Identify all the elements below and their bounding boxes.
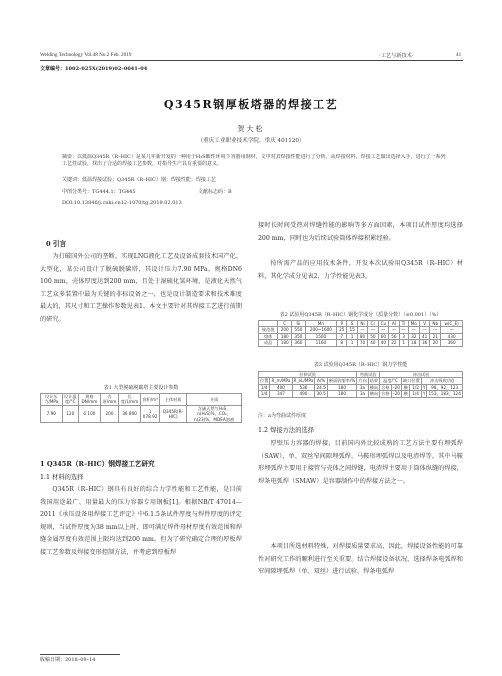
table1-title: 表1 大型脱硫脱碳塔主要设计参数 [103, 385, 179, 391]
table-cell: 40 [368, 340, 378, 346]
table-cell: 1/4 [259, 384, 270, 390]
table-cell: — [378, 327, 389, 333]
author: 贺大松 [237, 125, 265, 133]
table-cell: 536 [292, 384, 315, 390]
table-cell: 1/4 [259, 391, 270, 397]
section-label: ·工艺与新技术· [379, 53, 414, 59]
table-header: w(C_E) [441, 321, 463, 327]
clc-number: 中图分类号：TG444.1；TG445 [62, 189, 136, 195]
table3 [258, 371, 463, 398]
table-cell: 360 [292, 340, 306, 346]
table-cell: — [357, 327, 367, 333]
table-cell: — [408, 327, 419, 333]
table-row [259, 391, 463, 397]
table-cell: 横向 [369, 384, 379, 390]
table-header: 长度/L/mm [119, 394, 141, 406]
table-header: 主体材质 [160, 394, 187, 406]
keywords: 关键词：低温焊接试验；Q345R（R–HIC）钢；焊接性能；焊接工艺 [62, 177, 216, 183]
table-group-header: 冲击试验 [380, 372, 463, 378]
right-paragraph-2: 按所需产品的应用技术条件，开发本次试验用Q345R（R–HIC）材料，其化学成分见表2，力学性能见表3。 [258, 260, 463, 280]
table-cell: 15 [347, 327, 357, 333]
table-cell: 30.5 [316, 391, 326, 397]
table-header: 温度/°C [380, 378, 402, 384]
table-header: 断面收缩率/% [328, 378, 356, 384]
section1-1-heading: 1.1 材料的选择 [40, 474, 84, 481]
table-cell: 3 [399, 333, 408, 339]
table-cell: 40 [378, 340, 389, 346]
table-cell: 490 [292, 391, 315, 397]
table-header: 缺口位置 [403, 378, 420, 384]
table-header: Cu [378, 321, 389, 327]
table-cell: 横向 [369, 391, 379, 397]
table-header: 壳厚/mm [100, 394, 118, 406]
section1-paragraph: Q345R（R–HIC）钢具有良好的综合力学性能和工艺性能，是目前我国用途最广、用量最大的压力容器专用钢板[1]。根据NB/T 47014—2011《承压设备用焊接工艺评定》中6.1.5条试件厚度与焊件厚度的评定规则，当试件厚度为38 mm以上时，即可满足焊件母材厚度有效范围和焊缝金属厚度有效范围上限均达到200 mm。但为了研究确定合理的厚板焊接工艺参数及焊接变形控制方法，并考虑到厚板焊 [40, 486, 242, 556]
table-header: Al [389, 321, 399, 327]
table-header: 结果 [369, 378, 379, 384]
doi: DOI:10.13846/j.cnki.cn12-1070/tg.2019.02.013 [62, 200, 182, 206]
table-cell: 1 [347, 340, 357, 346]
table-cell: 98，92，123 [427, 384, 463, 390]
table-cell: — [389, 327, 399, 333]
table-cell: 180 [278, 333, 292, 339]
table-cell: 1/4 [410, 391, 421, 397]
table-cell: 120 [62, 405, 78, 422]
table-cell: 成品 [259, 340, 278, 346]
table-cell: 1 [347, 333, 357, 339]
abstract: 摘要：以低温Q345R（R–HIC）是某几年新开发的一种用于H₂S酸性环境下容器用钢材，文中对其焊接性能进行了分析，从焊接材料、焊接工艺做出选择入手，进行了一系列工艺性试验，找出了合适的焊接工艺参数，对指导生产具有重要的意义。 [62, 154, 446, 167]
table-cell: 153，183，124 [428, 391, 461, 397]
table-cell: 56 [389, 333, 399, 339]
table-cell: 550 [292, 327, 306, 333]
table-cell: 347 [270, 391, 292, 397]
table-cell: 7.90 [41, 405, 63, 422]
table-cell: 400 [270, 384, 292, 390]
section1-2-paragraph-2: 本项目所选材料特殊，对焊接质量要求高，因此，焊接设备性能的可靠性对研究工作的顺利进行至关重要。结合焊接设备状况，选择焊条电弧焊和窄间隙埋弧焊（单、双丝）进行试验。焊条电弧焊 [258, 543, 463, 576]
table1 [40, 393, 242, 423]
table-cell: 3a [357, 391, 368, 397]
table-header: Cr [368, 321, 378, 327]
table-cell: 1 [399, 340, 408, 346]
journal-header: Welding Technology Vol.48 No.2 Feb. 2019 [40, 52, 132, 58]
table-header: A/% [315, 378, 327, 384]
table-cell: 22 [389, 340, 399, 346]
table-header: 介质 [187, 394, 242, 406]
table-header: S [347, 321, 357, 327]
article-id: 文章编号：1002–025X(2019)02–0041–04 [40, 66, 148, 72]
table-header: Si [292, 321, 306, 327]
table-cell: 180 [327, 391, 356, 397]
table-header: Mn [305, 321, 336, 327]
table-cell: — [430, 327, 441, 333]
table-cell: 180 [278, 340, 292, 346]
table-cell: 1/2 [410, 384, 421, 390]
table-cell: 21 [430, 333, 441, 339]
table-cell: –20 [392, 391, 400, 397]
table-cell: 60 [378, 333, 389, 339]
table-cell: 200~1600 [305, 327, 336, 333]
section1-heading: 1 Q345R（R–HIC）钢焊接工艺研究 [40, 460, 155, 468]
table-cell: 3a [357, 384, 368, 390]
table-cell: 熔炼 [259, 333, 278, 339]
table-header: Ti [399, 321, 408, 327]
table-cell: 18 [408, 340, 419, 346]
table-cell: 20 [430, 340, 441, 346]
intro-paragraph: 为打破国外公司的垄断，实现LNG液化工艺及设备成套技术国产化、大型化，某公司设计了脱硫脱碳塔，其设计压力7.90 MPa，规格DN6 100 mm，壳体厚度达到200 mm，且处于湿硫化氢环境，是液化天然气工艺众多装置中最为关键的非标设备之一，也是设计制造要求和技术难度最大的，其尺寸和工艺操作参数见表1。本文主要针对其焊接工艺进行前期的研究。 [40, 253, 242, 323]
table-row [259, 340, 463, 346]
table-cell: 430 [441, 333, 463, 339]
table-cell: 32 [408, 333, 419, 339]
table-cell: 200 [100, 405, 118, 422]
table-cell: Y [422, 384, 426, 390]
table-cell: 360 [441, 340, 463, 346]
table2-title: 表2 试验用Q345R（R–HIC）钢化学成分（质量分数）（≤0.001）（%） [279, 312, 442, 318]
table-cell: 横 [401, 391, 409, 397]
table-cell: 1500 [305, 333, 336, 339]
table-cell: 350 [292, 333, 306, 339]
table-cell: 36 800 [119, 405, 141, 422]
section1-2-heading: 1.2 焊接方法的选择 [258, 427, 315, 434]
table-cell: 24.5 [316, 384, 326, 390]
table-header: Mo [408, 321, 419, 327]
table-group-header: 拉伸试验 [259, 372, 357, 378]
table-cell: 80 [357, 333, 367, 339]
intro-heading: 0 引言 [46, 240, 67, 248]
table-cell: 7 [337, 333, 347, 339]
table-header: 位置 [260, 378, 269, 384]
table-header: 规格DN/mm [78, 394, 100, 406]
table-cell: 25 [337, 327, 347, 333]
table-cell: 1160 [305, 340, 336, 346]
table-header: P [337, 321, 347, 327]
table-cell: 180 [327, 384, 356, 390]
table-cell: 200 [278, 327, 292, 333]
table-header: 设计压力/MPa [41, 394, 63, 406]
table-cell: 50 [368, 333, 378, 339]
table-header: 设计温度/°C [63, 394, 77, 405]
document-code: 文献标志码：B [198, 189, 232, 195]
table1-header-row [41, 394, 242, 406]
table-cell: 70 [357, 340, 367, 346]
table-cell: 41 [419, 333, 429, 339]
table-header: Ni [357, 321, 367, 327]
table-header: 方向 [358, 378, 367, 384]
table-cell: — [368, 327, 378, 333]
table3-header-row [259, 378, 463, 384]
table-cell: 1 078.92 [141, 405, 160, 422]
table-cell: 合格 [381, 391, 390, 397]
table-header: 冲击吸收功/J [421, 378, 462, 384]
footnote-rule [40, 654, 120, 655]
table-cell: Q345R(R–HIC) [160, 405, 187, 422]
table-header: C [278, 321, 292, 327]
table-cell: 6 100 [78, 405, 100, 422]
page-number: 41 [456, 52, 462, 58]
table2 [258, 320, 463, 347]
table3-note: 注：a为弯曲试件厚度 [258, 413, 306, 419]
received-date: 收稿日期：2018–09–14 [40, 657, 96, 663]
table-cell: 横 [401, 384, 409, 390]
table-group-header: 弯曲试验 [357, 372, 380, 378]
table-cell: 规范值 [259, 327, 278, 333]
table-cell: –20 [392, 384, 400, 390]
table-cell: — [441, 327, 463, 333]
table-header: R_eL/MPa [293, 378, 314, 384]
table3-title: 表3 试验用Q345R（R–HIC）钢力学性能 [313, 362, 408, 368]
header-rule [40, 60, 463, 61]
table-cell: 8 [337, 340, 347, 346]
table-cell: 36 [419, 340, 429, 346]
table-row [41, 405, 242, 422]
paper-title: Q345R钢厚板塔器的焊接工艺 [163, 98, 339, 111]
table-cell: 含硫天然气H₂S，n(H₂S)%，CO₂，n(23)%，MDEA溶液 [187, 405, 242, 422]
table-header: Nb [430, 321, 441, 327]
table-header: R_m/MPa [271, 378, 291, 384]
table-cell: 合格 [381, 384, 390, 390]
table-cell: — [419, 327, 429, 333]
affiliation: （重庆工业职业技术学院，重庆 401120） [197, 138, 305, 144]
right-paragraph-1: 接时长时间受热对焊缝性能的影响等多方面因素，本项目试件厚度均选择200 mm，同时也为后续试验筒体焊接积累经验。 [258, 222, 463, 242]
section1-2-paragraph-1: 厚壁压力容器的焊接，目前国内外比较成熟的工艺方法主要有埋弧焊（SAW）、单、双丝窄间隙埋弧焊、马鞍形埋弧焊以及电渣焊等。其中马鞍形埋弧焊主要用于接管与壳体之间焊缝，电渣焊主要用于筒体纵缝的焊接，焊条电弧焊（SMAW）是容器制作中的焊接方法之一。 [258, 440, 463, 485]
table-header: V [419, 321, 429, 327]
table-header: 容积/m³ [141, 394, 160, 406]
table-cell: — [399, 327, 408, 333]
table-cell: Y [422, 391, 426, 397]
